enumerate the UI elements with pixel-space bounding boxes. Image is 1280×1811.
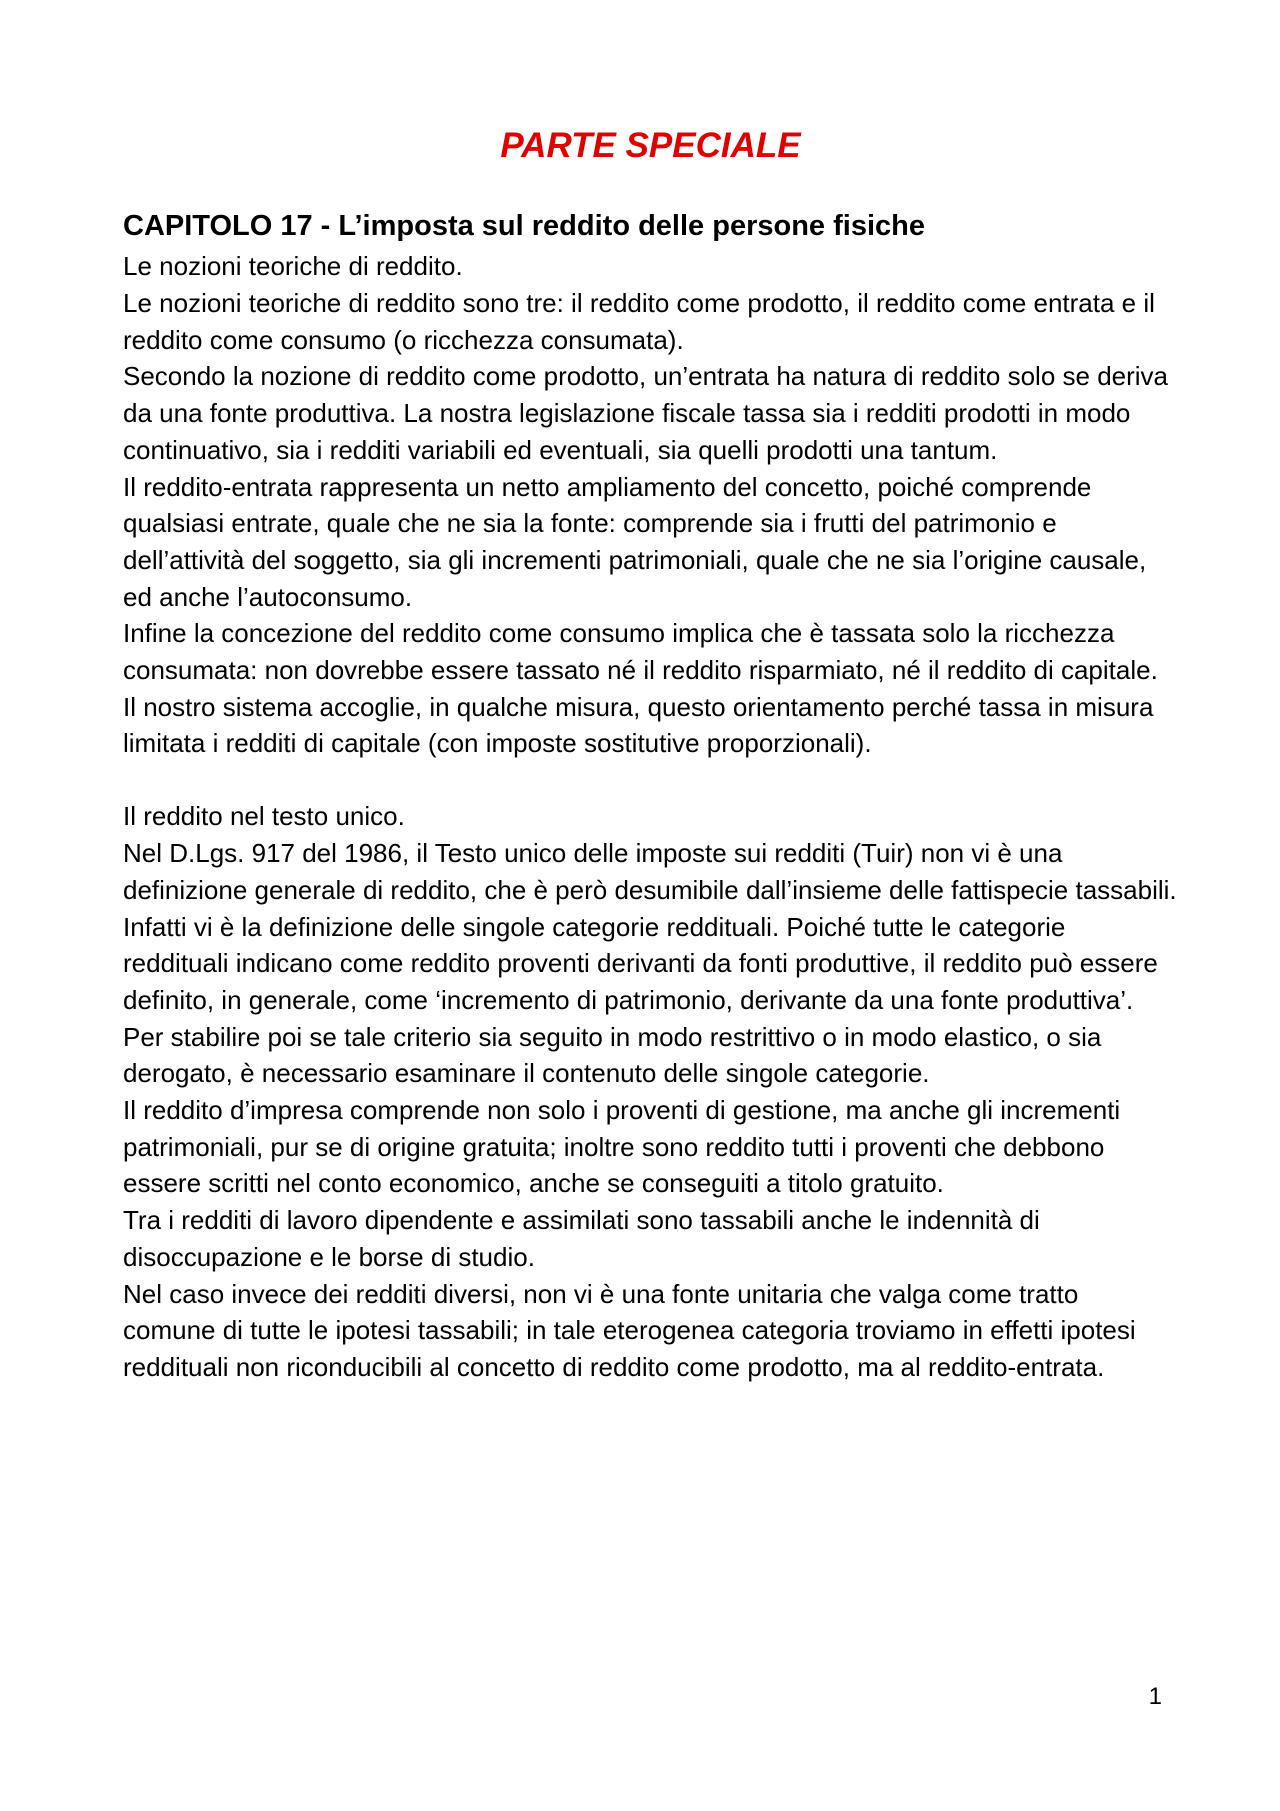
chapter-title: CAPITOLO 17 - L’imposta sul reddito delle persone fisiche (123, 210, 925, 242)
paragraph: Il reddito d’impresa comprende non solo i proventi di gestione, ma anche gli incrementi patrimoniali, pur se di origine gratuita; inoltre sono reddito tutti i proventi che debbono essere scritti nel conto economico, anche se conseguiti a titolo gratuito. (123, 1095, 1121, 1199)
page-number: 1 (1148, 1683, 1162, 1710)
document-page (123, 118, 1178, 1386)
paragraph: Secondo la nozione di reddito come prodotto, un’entrata ha natura di reddito solo se deriva da una fonte produttiva. La nostra legislazione fiscale tassa sia i redditi prodotti in modo continuativo, sia i redditi variabili ed eventuali, sia quelli prodotti una tantum. (123, 361, 1169, 465)
paragraph: Le nozioni teoriche di reddito sono tre: il reddito come prodotto, il reddito come entrata e il reddito come consumo (o ricchezza consumata). (123, 288, 1155, 355)
paragraph: Il reddito-entrata rappresenta un netto ampliamento del concetto, poiché comprende qualsiasi entrate, quale che ne sia la fonte: comprende sia i frutti del patrimonio e dell’attività del soggetto, sia gli incrementi patrimoniali, quale che ne sia l’origine causale, ed anche l’autoconsumo. (123, 471, 1147, 612)
paragraph: Infine la concezione del reddito come consumo implica che è tassata solo la ricchezza consumata: non dovrebbe essere tassato né il reddito risparmiato, né il reddito di capitale. (123, 618, 1158, 686)
paragraph: Per stabilire poi se tale criterio sia seguito in modo restrittivo o in modo elastico, o sia derogato, è necessario esaminare il contenuto delle singole categorie. (123, 1021, 1102, 1089)
paragraph: Tra i redditi di lavoro dipendente e assimilati sono tassabili anche le indennità di disoccupazione e le borse di studio. (123, 1205, 1040, 1272)
paragraph: Il nostro sistema accoglie, in qualche misura, questo orientamento perché tassa in misura limitata i redditi di capitale (con imposte sostitutive proporzionali). (123, 691, 1154, 759)
section-gap (123, 762, 1178, 798)
section-heading: Le nozioni teoriche di reddito. (123, 251, 463, 281)
section-income-in-code (123, 798, 1178, 1386)
section-heading: Il reddito nel testo unico. (123, 801, 405, 832)
section-theoretical-notions (123, 248, 1178, 762)
part-title: PARTE SPECIALE (500, 126, 801, 165)
paragraph: Nel D.Lgs. 917 del 1986, il Testo unico delle imposte sui redditi (Tuir) non vi è una definizione generale di reddito, che è però desumibile dall’insieme delle fattispecie tassabili. Infatti vi è la definizione delle singole categorie reddituali. Poiché tutte le categorie reddituali indicano come reddito proventi derivanti da fonti produttive, il reddito può essere definito, in generale, come ‘incremento di patrimonio, derivante da una fonte produttiva’. (123, 838, 1177, 1015)
paragraph: Nel caso invece dei redditi diversi, non vi è una fonte unitaria che valga come tratto comune di tutte le ipotesi tassabili; in tale eterogenea categoria troviamo in effetti ipotesi reddituali non riconducibili al concetto di reddito come prodotto, ma al reddito-entrata. (123, 1278, 1136, 1382)
